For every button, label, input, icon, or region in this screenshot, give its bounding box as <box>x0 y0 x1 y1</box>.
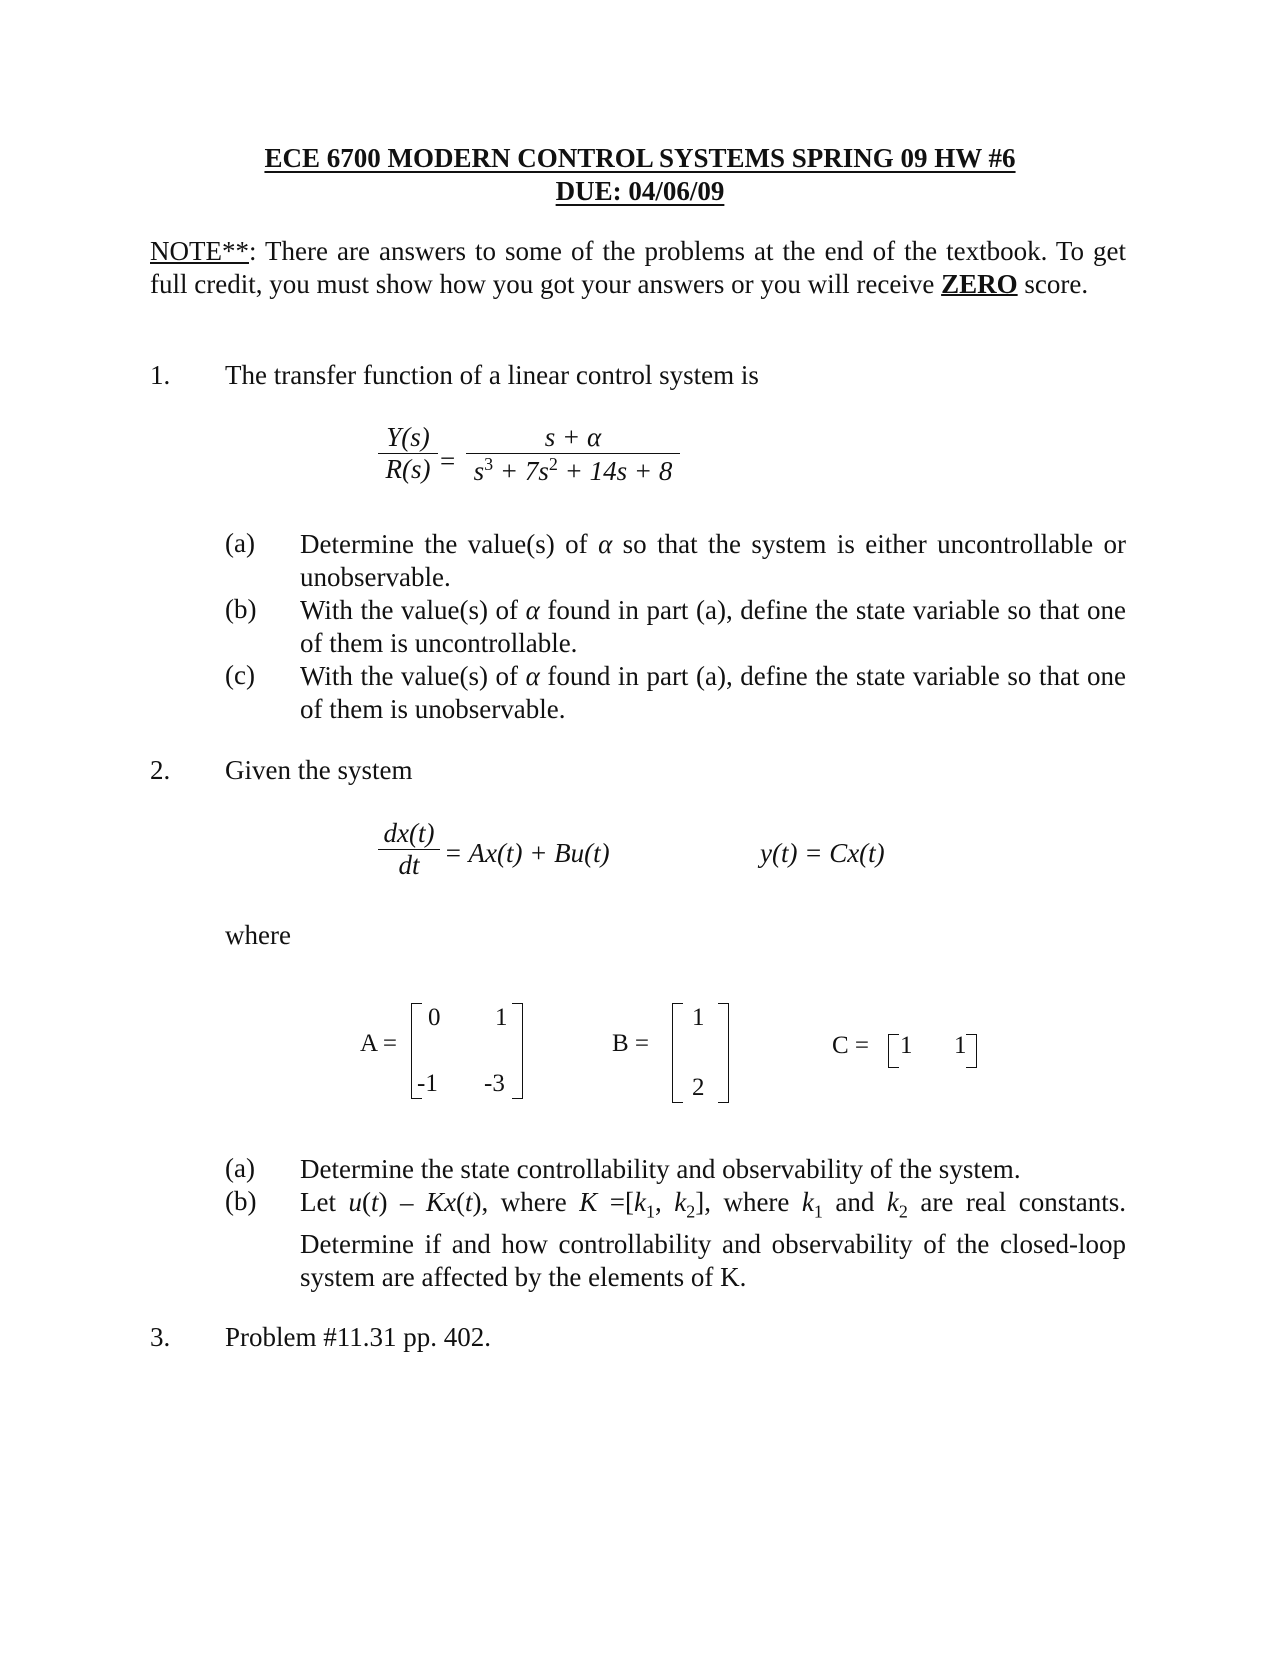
q2b-text: Let u(t) – Kx(t), where $K =[k_1$, $k_2$], where $k_1$ and $k_2$ are real constants. Determine if and how controllability and observability of the closed-loop system are affected by the elements of K. <box>300 1187 1127 1293</box>
q2-number: 2. <box>150 755 171 785</box>
q1b-label: (b) <box>225 594 257 624</box>
q2b-label: (b) <box>225 1186 257 1216</box>
q1a-label: (a) <box>225 528 255 558</box>
q1-rhs-num: s + α <box>544 422 602 452</box>
q1-number: 1. <box>150 360 171 390</box>
q1b-text: With the value(s) of α found in part (a), define the state variable so that one of them is uncontrollable. <box>300 595 1126 658</box>
q2a-label: (a) <box>225 1153 255 1183</box>
q2a-text: Determine the state controllability and observability of the system. <box>300 1154 1021 1184</box>
q2-state-equation-rhs: = Ax(t) + Bu(t) <box>444 838 610 868</box>
q1-lhs-num: Y(s) <box>386 422 430 452</box>
q1c-text: With the value(s) of α found in part (a), define the state variable so that one of them is unobservable. <box>300 661 1126 724</box>
matrix-a-right-bracket <box>512 1003 523 1099</box>
note-label: NOTE** <box>150 236 249 266</box>
matrix-b-right-bracket <box>718 1003 729 1103</box>
q1-rhs-fraction <box>466 422 680 487</box>
matrix-c-left-bracket <box>888 1034 899 1068</box>
matrix-a-cell: -1 <box>417 1070 438 1097</box>
note-zero: ZERO <box>941 269 1018 299</box>
q1c-label: (c) <box>225 660 255 690</box>
q2-deriv-den: dt <box>398 850 420 880</box>
note-text: : There are answers to some of the problems at the end of the textbook. To get full credit, you must show how you got your answers or you will receive <box>150 236 1126 299</box>
q2-intro: Given the system <box>225 755 413 785</box>
q2-deriv-num: dx(t) <box>383 818 435 848</box>
note-tail: score. <box>1017 269 1089 299</box>
matrix-c-label: C = <box>832 1032 870 1059</box>
matrix-c-right-bracket <box>966 1034 977 1068</box>
matrix-b-left-bracket <box>672 1003 683 1103</box>
note-paragraph <box>150 235 1126 301</box>
q1-intro: The transfer function of a linear control system is <box>225 360 759 390</box>
due-date: DUE: 04/06/09 <box>555 176 725 206</box>
matrix-b-label: B = <box>612 1030 650 1057</box>
q2-output-equation: y(t) = Cx(t) <box>760 838 885 868</box>
q2-derivative-fraction <box>378 818 440 881</box>
matrix-a-cell: -3 <box>484 1070 505 1097</box>
q1-rhs-den: $s^3 + 7s^2 + 14s + 8$ <box>473 454 673 486</box>
q2-where: where <box>225 920 291 950</box>
matrix-c-cell: 1 <box>900 1032 913 1059</box>
q3-text: Problem #11.31 pp. 402. <box>225 1322 491 1352</box>
matrix-b-cell: 2 <box>692 1074 705 1101</box>
matrix-a-label: A = <box>360 1030 398 1057</box>
matrix-c-cell: 1 <box>954 1032 967 1059</box>
q1a-text: Determine the value(s) of α so that the system is either uncontrollable or unobservable. <box>300 529 1126 592</box>
q1-lhs-fraction <box>378 422 438 485</box>
matrix-a-cell: 1 <box>495 1004 508 1031</box>
q1-equals: = <box>440 446 456 476</box>
matrix-b-cell: 1 <box>692 1004 705 1031</box>
matrix-a-cell: 0 <box>428 1004 441 1031</box>
q3-number: 3. <box>150 1322 171 1352</box>
page-title: ECE 6700 MODERN CONTROL SYSTEMS SPRING 09 HW #6 <box>264 143 1016 173</box>
q1-lhs-den: R(s) <box>385 454 431 484</box>
